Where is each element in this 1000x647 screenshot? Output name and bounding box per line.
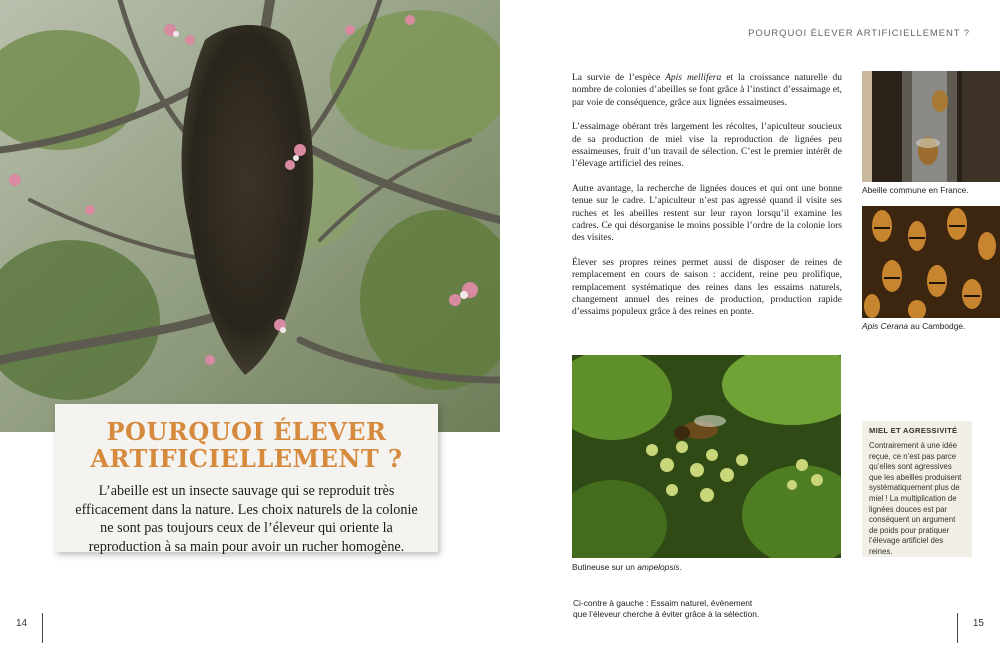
caption-cerana-rest: au Cambodge. [908, 321, 966, 331]
paragraph-1 [572, 72, 842, 109]
paragraph-3: Autre avantage, la recherche de lignées douces et qui ont une bonne tenue sur le cadre. L’apiculteur n’est pas agressé quand il visite ses ruches et les abeilles restent sur leur rayon lorsqu’il examine les cadres. Ce qui désorganise le moins possible l’ordre de la colonie lors des visites. [572, 184, 842, 244]
caption-butineuse-text: Butineuse sur un [572, 562, 638, 572]
photo-apis-cerana [862, 206, 1000, 318]
folio-rule-right [957, 613, 958, 643]
caption-essaim-line-2: que l’éleveur cherche à éviter grâce à la sélection. [573, 609, 760, 619]
caption-essaim-line-1: Ci-contre à gauche : Essaim naturel, évènement [573, 598, 753, 608]
caption-butineuse-plant: ampelopsis [637, 562, 680, 572]
body-text [572, 72, 842, 331]
headline-line-2: ARTIFICIELLEMENT ? [90, 444, 403, 473]
caption-apis-cerana [862, 321, 965, 332]
caption-essaim [573, 598, 763, 620]
p1-species: Apis mellifera [665, 73, 722, 83]
caption-butineuse-end: . [679, 562, 682, 572]
p1-after: et la croissance naturelle du nombre de colonies d’abeilles se font grâce à l’instinct d’essaimage et, par voie de conséquence, grâce aux lignées essaimeuses. [572, 73, 842, 108]
sidebar-miel-agressivite [862, 421, 972, 557]
chapter-headline [67, 418, 426, 472]
paragraph-2: L’essaimage obérant très largement les récoltes, l’apiculteur soucieux de sa production de miel vise la reproduction de lignées peu essaimeuses, fruit d’un travail de sélection. C’est le premier intérêt de l’élevage artificiel des reines. [572, 122, 842, 170]
sidebar-text: Contrairement à une idée reçue, ce n’est pas parce qu’elles sont agressives que les abeilles produisent systématiquement plus de miel ! La multiplication de lignées douces est par conséquent un argument de poids pour pratiquer l’élevage artificiel des reines. [869, 441, 962, 556]
photo-butineuse [572, 355, 841, 558]
folio-rule-left [42, 613, 43, 643]
running-head: POURQUOI ÉLEVER ARTIFICIELLEMENT ? [748, 28, 970, 39]
chapter-lede: L’abeille est un insecte sauvage qui se reproduit très efficacement dans la nature. Les choix naturels de la colonie ne sont pas toujours ceux de l’éleveur qui oriente la reproduction à sa main pour avoir un rucher homogène. [75, 483, 418, 555]
sidebar-title: MIEL ET AGRESSIVITÉ [869, 426, 958, 435]
paragraph-4: Élever ses propres reines permet aussi de disposer de reines de remplacement en cours de saison : accident, reine peu prolifique, remplacement systématique des reines dans les essaims naturels, changement annuel des reines de production, production rapide d’essaims populeux grâce à des reines en ponte. [572, 258, 842, 318]
caption-abeille: Abeille commune en France. [862, 185, 969, 195]
headline-line-1: POURQUOI ÉLEVER [106, 417, 387, 446]
caption-cerana-species: Apis Cerana [862, 321, 909, 331]
page-number-left: 14 [16, 618, 28, 629]
p1-before: La survie de l’espèce [572, 73, 666, 83]
page-number-right: 15 [972, 618, 984, 629]
title-card [55, 404, 438, 555]
photo-abeille-commune [862, 71, 1000, 182]
caption-butineuse [572, 562, 682, 573]
swarm-photo [0, 0, 500, 432]
